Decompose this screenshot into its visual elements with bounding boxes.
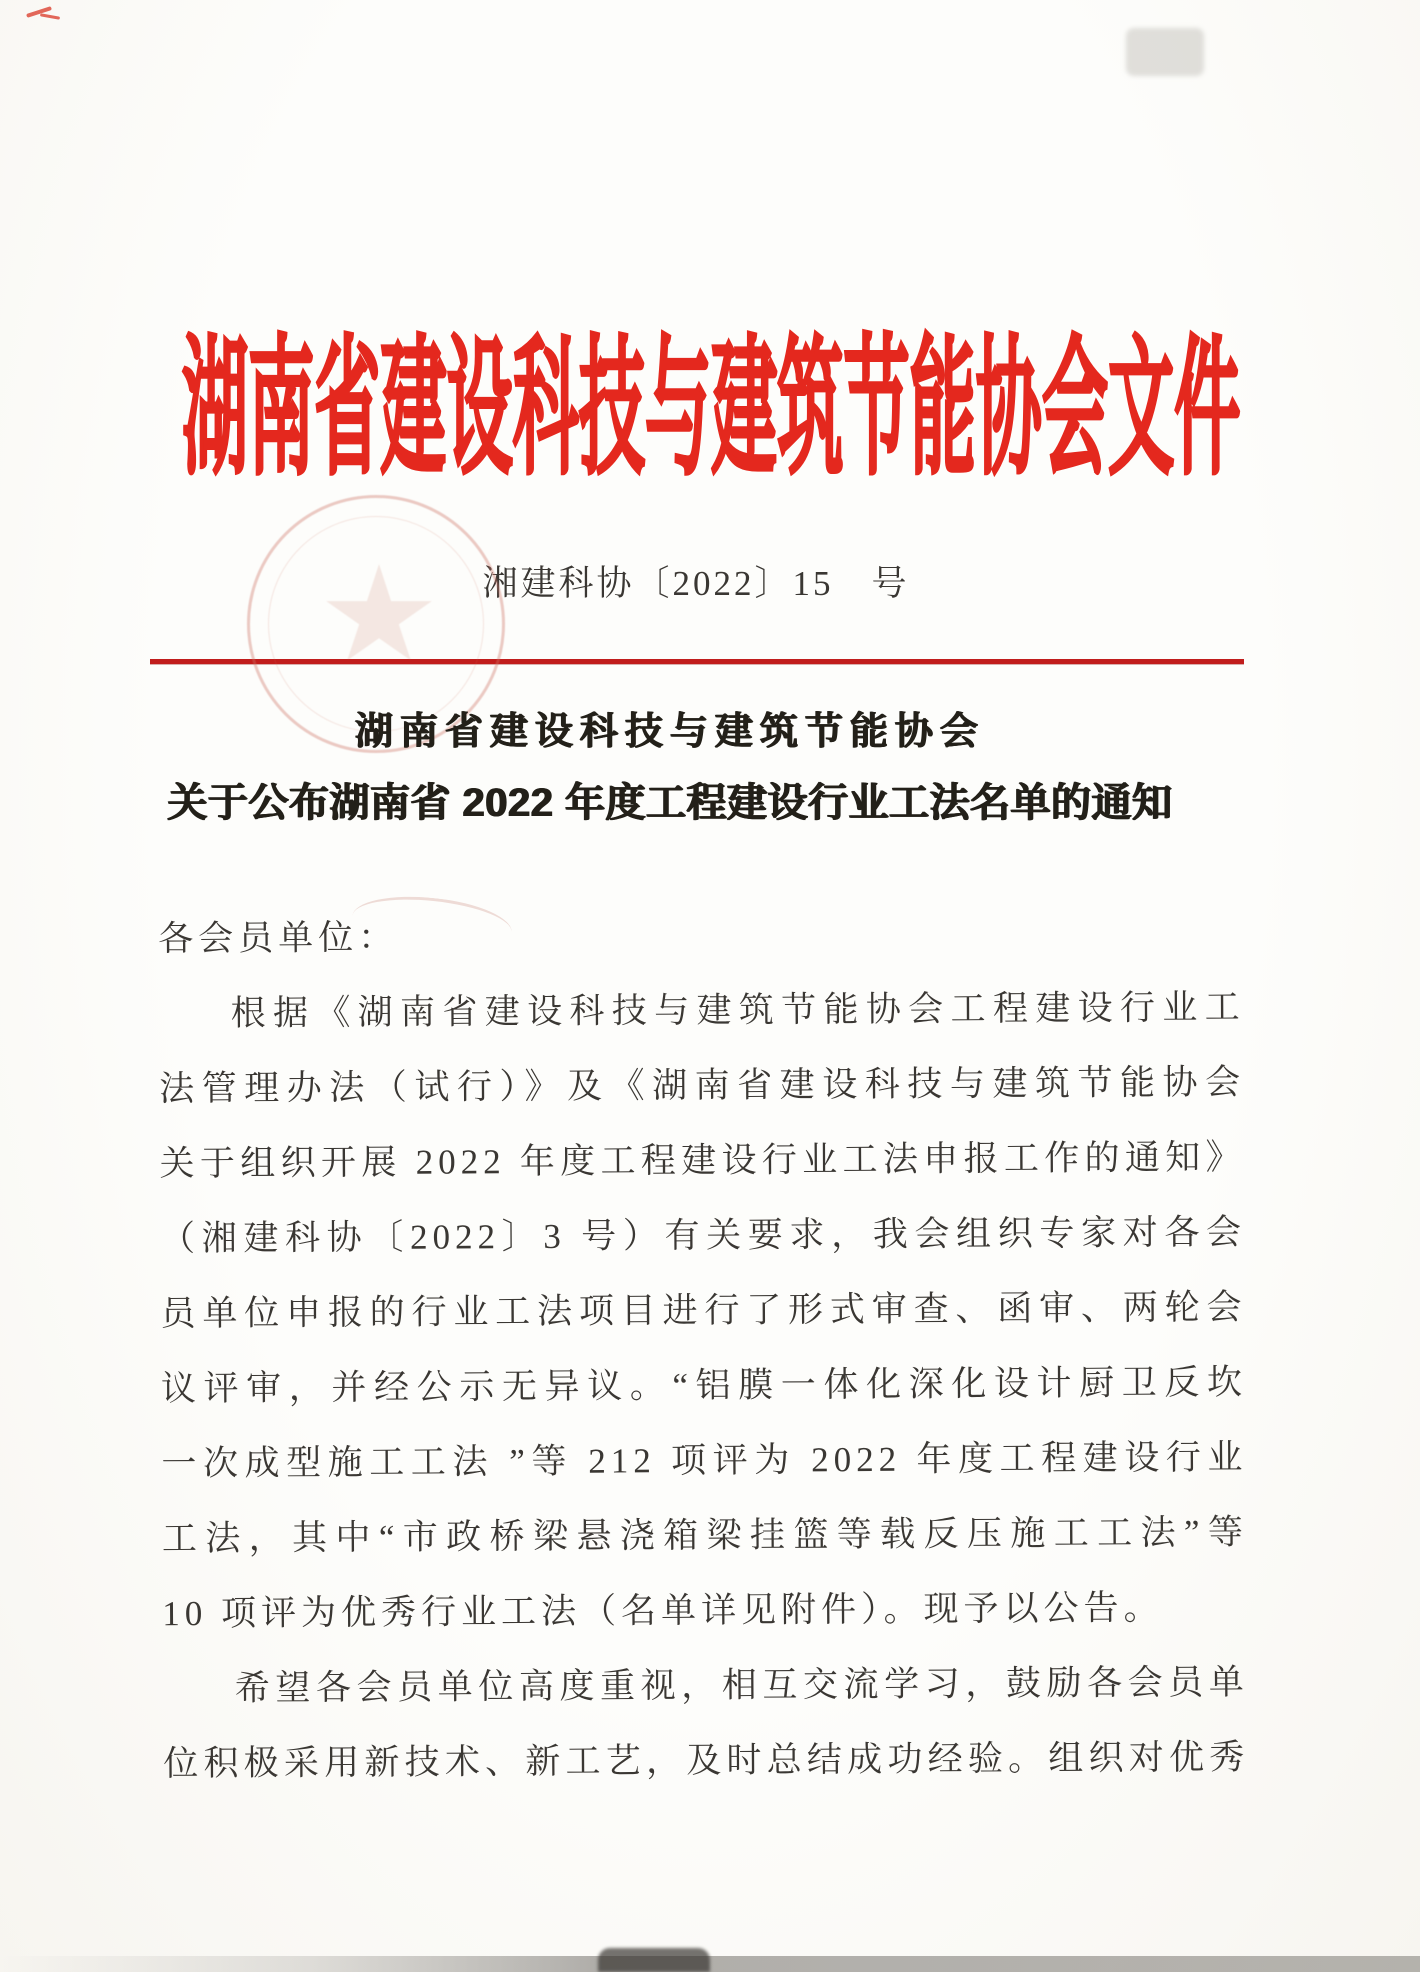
body-line: 根据《湖南省建设科技与建筑节能协会工程建设行业工 bbox=[230, 987, 1245, 1033]
body-line: （湘建科协〔2022〕3 号）有关要求，我会组织专家对各会 bbox=[159, 1212, 1247, 1259]
document-title-subject: 关于公布湖南省 2022 年度工程建设行业工法名单的通知 bbox=[167, 781, 1173, 825]
salutation: 各会员单位： bbox=[158, 917, 399, 959]
document-title bbox=[150, 700, 1190, 828]
document-body bbox=[158, 895, 1249, 1802]
body-line: 位积极采用新技术、新工艺，及时总结成功经验。组织对优秀 bbox=[163, 1737, 1250, 1784]
body-line: 法管理办法（试行）》及《湖南省建设科技与建筑节能协会 bbox=[159, 1062, 1246, 1109]
body-lines bbox=[158, 970, 1249, 1802]
body-line: 工法，其中“市政桥梁悬浇箱梁挂篮等载反压施工工法”等 bbox=[161, 1512, 1249, 1559]
body-line: 关于组织开展 2022 年度工程建设行业工法申报工作的通知》 bbox=[159, 1137, 1246, 1184]
scan-artifact-bottom-edge bbox=[0, 1956, 1420, 1972]
body-line: 一次成型施工工法 ”等 212 项评为 2022 年度工程建设行业 bbox=[161, 1437, 1248, 1484]
body-line: 希望各会员单位高度重视，相互交流学习，鼓励各会员单 bbox=[234, 1662, 1249, 1708]
letterhead-title: 湖南省建设科技与建筑节能协会文件 bbox=[182, 327, 1241, 493]
body-line: 员单位申报的行业工法项目进行了形式审查、函审、两轮会 bbox=[160, 1287, 1247, 1334]
body-line: 10 项评为优秀行业工法（名单详见附件）。现予以公告。 bbox=[162, 1588, 1164, 1634]
scan-artifact-gray-smudge bbox=[1126, 28, 1204, 76]
body-line: 议评审，并经公示无异议。“铝膜一体化深化设计厨卫反坎 bbox=[160, 1362, 1248, 1409]
scan-artifact-red-mark bbox=[26, 6, 64, 24]
scan-artifact-bottom-blob bbox=[598, 1948, 710, 1972]
document-number: 湘建科协〔2022〕15 号 bbox=[482, 564, 910, 603]
document-title-org: 湖南省建设科技与建筑节能协会 bbox=[354, 711, 985, 753]
